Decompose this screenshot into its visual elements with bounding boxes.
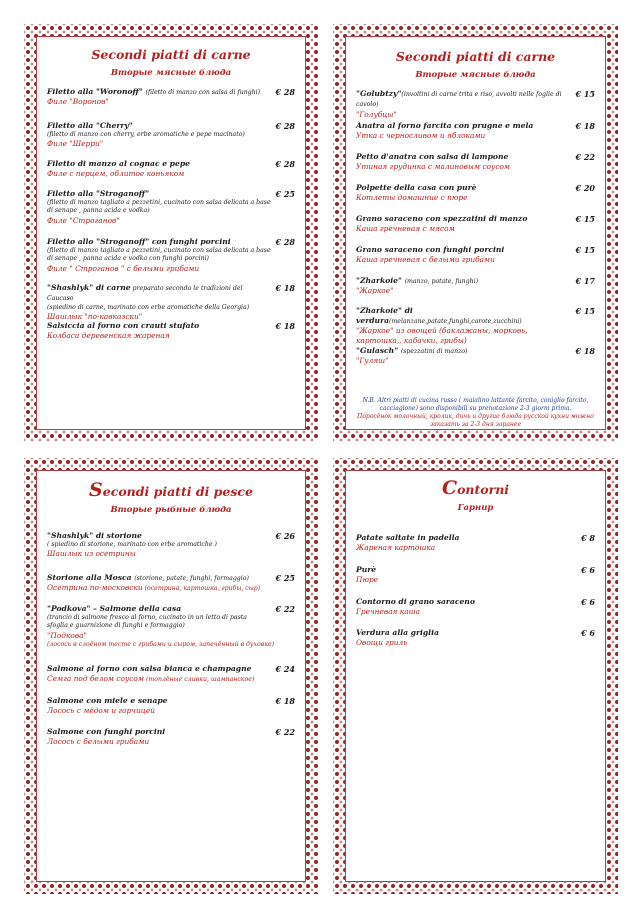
card-subtitle: Гарнир [457, 503, 494, 513]
item-name: Contorno di grano saraceno [356, 597, 475, 606]
menu-item [356, 533, 595, 553]
item-price: € 25 [275, 189, 295, 199]
item-price: € 18 [275, 696, 295, 706]
item-name: "Golubtzy" [356, 89, 402, 98]
item-desc: (filetto di manzo tagliato a pezzetini, cucinato con salsa delicata a base di senape , panna acida e vodka) [47, 199, 271, 215]
item-name: Storione alla Mosca [47, 573, 132, 582]
item-ru: Филе с перцем, облитое коньяком [47, 169, 185, 178]
item-ru: "Гуляш" [356, 356, 389, 366]
item-price: € 28 [275, 237, 295, 247]
menu-item [47, 696, 295, 716]
item-ru: Филе " Строганов " с белыми грибами [47, 263, 200, 273]
menu-item [47, 727, 295, 747]
menu-item [47, 283, 295, 322]
menu-item [356, 89, 595, 120]
item-price: € 6 [581, 597, 595, 607]
item-name: "Shashlyk" di storione [47, 531, 142, 540]
title-initial: C [441, 477, 458, 499]
card-title: Secondi piatti di carne [91, 47, 251, 62]
item-name: Petto d'anatra con salsa di lampone [356, 152, 509, 161]
menu-item [47, 237, 295, 274]
item-name: "Podkova" – Salmone della casa [47, 604, 182, 613]
item-desc: (melanzane,patate,funghi,carote,zucchini) [389, 318, 522, 325]
menu-item [47, 121, 295, 149]
menu-item [356, 276, 595, 296]
item-desc: (filetto di manzo con salsa di funghi) [145, 89, 261, 96]
card-subtitle: Вторые мясные блюда [415, 70, 536, 80]
item-ru: Котлеты домашние с пюре [356, 193, 468, 202]
item-price: € 6 [581, 565, 595, 575]
menu-card-meat-2 [333, 24, 618, 442]
menu-item [356, 152, 595, 172]
item-price: € 28 [275, 159, 295, 169]
item-ru: Утиная грудинка с малиновым соусом [356, 162, 511, 171]
menu-item [47, 321, 295, 341]
item-name: Salmone con funghi porcini [47, 727, 166, 736]
item-ru-extra: (осетрина, картошка, грибы, сыр) [142, 585, 261, 593]
item-name: Patate saltate in padella [356, 533, 460, 542]
item-ru: Утка с черносливом и яблоками [356, 131, 486, 140]
item-price: € 20 [575, 183, 595, 193]
item-name: Grano saraceno con spezzatini di manzo [356, 214, 528, 223]
item-name: Anatra al forno farcita con prugne e mela [356, 121, 534, 130]
card-title: ontorni [457, 482, 510, 497]
item-ru-extra: (лосось в слоёном тесте с грибами и сыром, запечённый в духовке) [47, 640, 275, 648]
menu-item [356, 306, 595, 346]
item-desc: ( spiedino di storione, marinato con erbe aromatiche ) [47, 541, 217, 548]
item-price: € 18 [575, 346, 595, 356]
menu-item [356, 346, 595, 366]
menu-item [356, 628, 595, 648]
item-ru: Шашлык из осетрины [47, 549, 136, 559]
item-ru: Жареная картошка [356, 543, 436, 552]
item-price: € 18 [275, 321, 295, 331]
item-price: € 15 [575, 89, 595, 99]
item-ru: Лосось с мёдом и горчицей [47, 706, 155, 715]
menu-card-sides-panel [345, 470, 606, 882]
item-name: Filetto alla "Stroganoff" [47, 189, 150, 198]
item-desc: (filetto di manzo con cherry, erbe aromatiche e pepe macinato) [47, 131, 245, 138]
item-ru: "Подкова" [47, 630, 87, 640]
item-name: "Gulasch" [356, 346, 399, 355]
item-price: € 17 [575, 276, 595, 286]
item-ru: Лосось с белыми грибами [47, 737, 150, 746]
item-desc: (trancio di salmone fresco al forno, cucinato in un letto di pasta sfoglia e guarnizione di funghi e formaggio) [47, 614, 247, 630]
item-ru: Каша гречневая с мясом [356, 224, 455, 233]
menu-item [47, 664, 295, 684]
card-title: Secondi piatti di carne [395, 49, 556, 64]
menu-item [356, 183, 595, 203]
item-name: "Zharkoie" di verdura [356, 306, 413, 325]
menu-item [356, 214, 595, 234]
item-desc: (involtini di carne trita e riso, avvolti nelle foglie di cavolo) [356, 91, 562, 109]
menu-item [47, 531, 295, 559]
item-price: € 18 [275, 283, 295, 293]
menu-card-meat-panel [36, 36, 306, 430]
card-subtitle: Вторые мясные блюда [110, 68, 232, 78]
item-ru: Филе "Шерри" [47, 139, 104, 149]
menu-card-meat [24, 24, 318, 442]
item-price: € 22 [275, 727, 295, 737]
item-name: Filetto alla "Cherry" [47, 121, 133, 130]
menu-item [356, 597, 595, 617]
menu-item [47, 159, 295, 179]
footnote-russian: Поросёнок молочный, кролик, дичь и другие блюда русской кухни можно заказать за 2-3 дня заранее [357, 413, 594, 428]
item-ru: Овощи гриль [356, 638, 408, 647]
item-ru: Семга под белом соусом [47, 674, 144, 683]
item-price: € 6 [581, 628, 595, 638]
item-price: € 28 [275, 121, 295, 131]
item-ru: "Голубцы" [356, 109, 397, 119]
item-name: Grano saraceno con funghi porcini [356, 245, 505, 254]
menu-item [356, 121, 595, 141]
item-ru: Шашлык "по-кавказски" [47, 312, 143, 322]
item-price: € 26 [275, 531, 295, 541]
item-desc: (spezzatini di manzo) [400, 348, 468, 355]
item-price: € 15 [575, 214, 595, 224]
item-ru: "Жаркое" из овощей (баклажаны, морковь, картошка,, кабачки, грибы) [356, 326, 528, 346]
item-name: "Shashlyk" di carne [47, 283, 131, 292]
item-desc: (manzo, patate, funghi) [404, 278, 478, 285]
menu-item [47, 604, 295, 649]
item-name-extra: preparato secondo le tradizioni del Caucaso [47, 285, 243, 303]
item-ru: Пюре [356, 575, 379, 584]
item-price: € 15 [575, 245, 595, 255]
menu-card-meat-2-panel [345, 36, 606, 430]
item-ru: Филе "Строганов" [47, 215, 120, 225]
item-price: € 8 [581, 533, 595, 543]
item-ru: Осетрина по-московски [47, 583, 143, 593]
card-title: econdi piatti di pesce [102, 484, 253, 499]
item-name: Salsiccia al forno con crauti stufato [47, 321, 200, 330]
menu-card-sides [333, 458, 618, 894]
item-ru: "Жаркое" [356, 286, 394, 296]
item-price: € 25 [275, 573, 295, 583]
item-name: Filetto di manzo al cognac e pepe [47, 159, 190, 168]
item-price: € 28 [275, 87, 295, 97]
item-price: € 24 [275, 664, 295, 674]
item-name: Salmone con miele e senape [47, 696, 168, 705]
item-name: Verdura alla griglia [356, 628, 439, 637]
item-name: Filetto alla "Woronoff" [47, 87, 143, 96]
menu-card-fish-panel [36, 470, 306, 882]
item-ru-extra: (топлёные сливки, шампанское) [144, 676, 255, 683]
menu-card-fish [24, 458, 318, 894]
menu-item [47, 573, 295, 594]
item-price: € 22 [275, 604, 295, 614]
item-name: Filetto allo "Stroganoff" con funghi porcini [47, 237, 231, 246]
item-desc: (filetto di manzo tagliato a pezzetini, cucinato con salsa delicata a base di senape , panna acida e vodka con funghi porcini) [47, 247, 271, 263]
menu-item [356, 565, 595, 585]
footnote-italian: N.B. Altri piatti di cucina russa ( maialino lattante farcito, coniglio farcito, cacciagione) sono disponibili su prenotazione 2-3 giorni prima. [362, 397, 589, 412]
menu-item [47, 189, 295, 226]
card-subtitle: Вторые рыбные блюда [110, 505, 232, 515]
menu-item [47, 87, 295, 107]
item-price: € 15 [575, 306, 595, 316]
item-name: "Zharkoie" [356, 276, 402, 285]
item-name: Polpette della casa con purè [356, 183, 477, 192]
item-desc: (storione, patate, funghi, formaggio) [134, 575, 249, 582]
footnote [356, 397, 595, 429]
item-price: € 22 [575, 152, 595, 162]
item-price: € 18 [575, 121, 595, 131]
item-ru: Филе "Воронов" [47, 97, 109, 107]
item-ru: Колбаса деревенская жареная [47, 331, 170, 340]
title-initial: S [89, 479, 103, 501]
item-name: Salmone al forno con salsa bianca e champagne [47, 664, 252, 673]
menu-item [356, 245, 595, 265]
item-name: Purè [356, 565, 377, 574]
item-ru: Гречневая каша [356, 607, 421, 616]
item-desc: (spiedino di carne, marinato con erbe aromatiche della Georgia) [47, 303, 250, 311]
item-ru: Каша гречневая с белыми грибами [356, 255, 495, 264]
